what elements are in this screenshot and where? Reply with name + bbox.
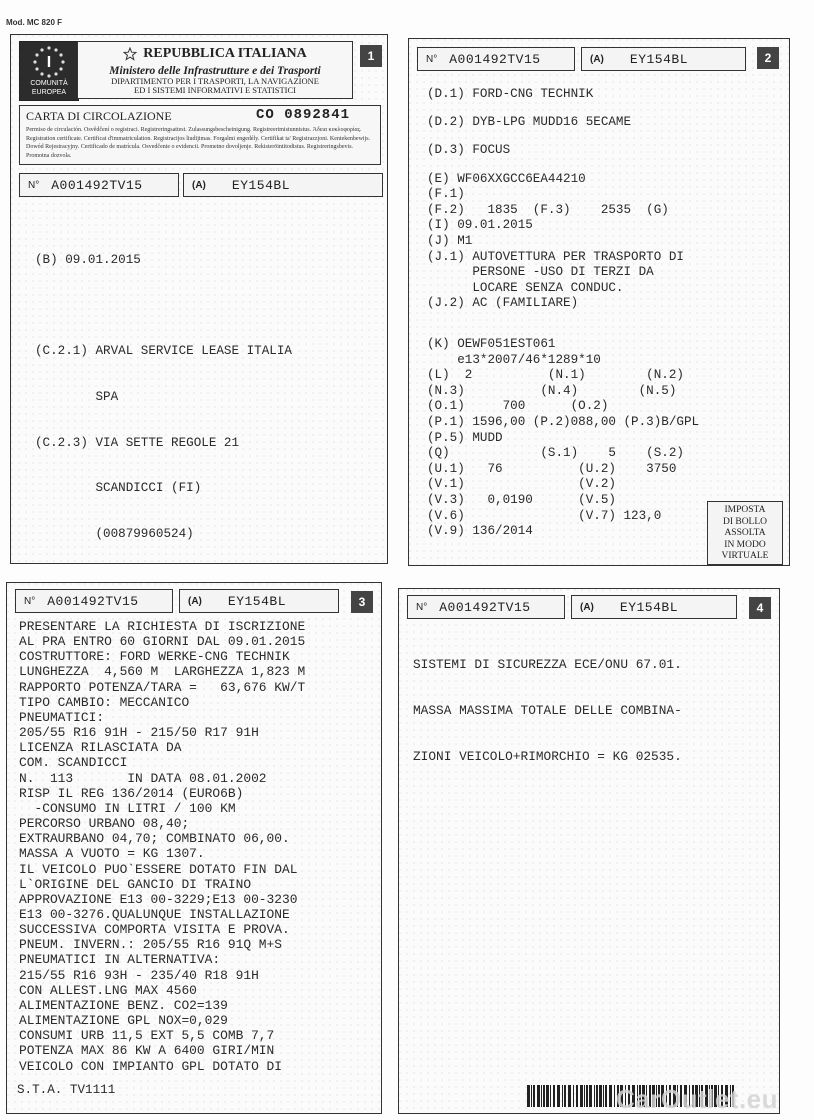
stamp-line: ASSOLTA bbox=[724, 528, 766, 538]
panel-3-line: TIPO CAMBIO: MECCANICO bbox=[19, 694, 190, 710]
panel-1-line: SPA bbox=[35, 390, 119, 405]
barcode-bar bbox=[537, 1085, 540, 1107]
panel-3-line: L`ORIGINE DEL GANCIO DI TRAINO bbox=[19, 876, 252, 892]
panel-1 bbox=[10, 34, 388, 564]
barcode-bar bbox=[568, 1085, 571, 1107]
tax-stamp bbox=[707, 501, 783, 565]
barcode-bar bbox=[533, 1085, 535, 1107]
barcode-bar bbox=[586, 1085, 588, 1107]
barcode-bar bbox=[527, 1085, 530, 1107]
barcode-bar bbox=[531, 1085, 532, 1107]
barcode-bar bbox=[609, 1085, 612, 1107]
panel-2-content bbox=[427, 87, 699, 540]
panel-3-line: SUCCESSIVA COMPORTA VISITA E PROVA. bbox=[19, 922, 290, 938]
panel-3-line: E13 00-3276.QUALUNQUE INSTALLAZIONE bbox=[19, 906, 290, 922]
panel-4-content bbox=[413, 627, 682, 794]
panel-4-badge: 4 bbox=[749, 597, 771, 619]
panel-2-line: (V.1) (V.2) bbox=[427, 477, 616, 492]
panel-2-line: (V.9) 136/2014 bbox=[427, 524, 533, 539]
barcode-bar bbox=[564, 1085, 566, 1107]
panel-2-line: (D.3) FOCUS bbox=[427, 143, 511, 158]
plate-number: EY154BL bbox=[227, 593, 286, 609]
multilang-text: Permiso de circulación. Osvědčení o registraci. Registreringsattest. Zulassungsbescheinigung. Registreerimistunnistus. Άδεια κυκλοφορίας. Registration certificate. Certificat d'immatriculation. Registracijos liudijimas. Forgalmi engedély. Certifikat ta' Registrazzjoni. Kentekenbewijs. Dowód Rejestracyjny. Certificado de matrícula. Osvedčenie o evidencii. Prometno dovoljenje. Rekisteröintitodistus. Registreringsbevis. Promotna dozvola. bbox=[26, 127, 371, 159]
barcode-bar bbox=[576, 1085, 578, 1107]
panel-3-line: PNEUMATICI: bbox=[19, 709, 105, 725]
barcode-bar bbox=[553, 1085, 555, 1107]
panel-1-line: (C.2.1) ARVAL SERVICE LEASE ITALIA bbox=[35, 344, 292, 359]
panel-3-line: 215/55 R16 93H - 235/40 R18 91H bbox=[19, 967, 259, 983]
panel-3-line: RISP IL REG 136/2014 (EURO6B) bbox=[19, 785, 244, 801]
panel-3-line: PERCORSO URBANO 08,40; bbox=[19, 816, 190, 832]
emblem-icon bbox=[123, 47, 137, 61]
doc-number: A001492TV15 bbox=[449, 51, 541, 67]
panel-2-line: (V.6) (V.7) 123,0 bbox=[427, 508, 662, 523]
panel-2-line bbox=[427, 103, 699, 116]
plate-label: (A) bbox=[590, 53, 604, 65]
doc-number-box bbox=[407, 595, 565, 619]
panel-1-line: (00879960524) bbox=[35, 526, 194, 541]
panel-3-line: APPROVAZIONE E13 00-3229;E13 00-3230 bbox=[19, 891, 298, 907]
barcode-bar bbox=[614, 1085, 615, 1107]
doc-number: A001492TV15 bbox=[51, 177, 143, 193]
panel-1-line: (C.2.3) VIA SETTE REGOLE 21 bbox=[35, 435, 240, 450]
panel-3-line: N. 113 IN DATA 08.01.2002 bbox=[19, 770, 267, 786]
panel-3-line: VEICOLO CON IMPIANTO GPL DOTATO DI bbox=[19, 1058, 283, 1074]
panel-3-line: -CONSUMO IN LITRI / 100 KM bbox=[19, 800, 236, 816]
panel-3-line: 205/55 R16 91H - 215/50 R17 91H bbox=[19, 725, 259, 741]
barcode-bar bbox=[550, 1085, 551, 1107]
panel-2-line bbox=[427, 312, 699, 325]
number-prefix: N° bbox=[416, 601, 428, 613]
barcode-bar bbox=[594, 1085, 595, 1107]
panel-3-line: ALIMENTAZIONE BENZ. CO2=139 bbox=[19, 997, 228, 1013]
eu-emblem bbox=[19, 41, 79, 101]
panel-2-line: (L) 2 (N.1) (N.2) bbox=[427, 368, 684, 383]
barcode-bar bbox=[573, 1085, 574, 1107]
panel-2-badge: 2 bbox=[757, 47, 779, 69]
panel-3-line: PRESENTARE LA RICHIESTA DI ISCRIZIONE bbox=[19, 619, 306, 634]
barcode-bar bbox=[584, 1085, 585, 1107]
plate-number: EY154BL bbox=[629, 51, 688, 67]
card-title: CARTA DI CIRCOLAZIONE bbox=[26, 109, 172, 123]
panel-2-line: (N.3) (N.4) (N.5) bbox=[427, 383, 677, 398]
panel-1-line: SCANDICCI (FI) bbox=[35, 481, 202, 496]
panel-2-line bbox=[427, 325, 699, 338]
plate-box bbox=[581, 47, 746, 71]
panel-2-line: (P.1) 1596,00 (P.2)088,00 (P.3)B/GPL bbox=[427, 415, 700, 430]
plate-number: EY154BL bbox=[231, 177, 290, 193]
panel-2-line bbox=[427, 159, 699, 172]
panel-2-line: (F.2) 1835 (F.3) 2535 (G) bbox=[427, 202, 669, 217]
plate-label: (A) bbox=[188, 595, 202, 607]
doc-number-box bbox=[19, 173, 179, 197]
plate-number: EY154BL bbox=[619, 599, 678, 615]
republic-title: REPUBBLICA ITALIANA bbox=[143, 46, 307, 61]
card-title-box bbox=[19, 105, 381, 165]
eu-line1: COMUNITÀ bbox=[30, 80, 68, 87]
panel-3-line: IL VEICOLO PUO`ESSERE DOTATO FIN DAL bbox=[19, 861, 298, 877]
panel-1-line bbox=[35, 299, 292, 314]
panel-3-line: COSTRUTTORE: FORD WERKE-CNG TECHNIK bbox=[19, 649, 290, 665]
barcode-bar bbox=[599, 1085, 602, 1107]
eu-country-letter: I bbox=[46, 54, 52, 71]
panel-3-line: ALIMENTAZIONE GPL NOX=0,029 bbox=[19, 1013, 228, 1029]
panel-2-line: (K) OEWF051EST061 bbox=[427, 337, 556, 352]
panel-3-line: PNEUM. INVERN.: 205/55 R16 91Q M+S bbox=[19, 937, 283, 953]
doc-number-box bbox=[417, 47, 575, 71]
panel-2-line: (E) WF06XXGCC6EA44210 bbox=[427, 171, 586, 186]
number-prefix: N° bbox=[24, 595, 36, 607]
panel-2-line: (J) M1 bbox=[427, 233, 473, 248]
panel-4-line: SISTEMI DI SICUREZZA ECE/ONU 67.01. bbox=[413, 657, 682, 673]
panel-3-line: PNEUMATICI IN ALTERNATIVA: bbox=[19, 952, 221, 968]
panel-2-line: LOCARE SENZA CONDUC. bbox=[427, 280, 624, 295]
panel-2 bbox=[408, 38, 790, 566]
barcode-bar bbox=[546, 1085, 549, 1107]
barcode-bar bbox=[580, 1085, 583, 1107]
panel-2-line: (U.1) 76 (U.2) 3750 bbox=[427, 461, 677, 476]
doc-number: A001492TV15 bbox=[439, 599, 531, 615]
stamp-line: DI BOLLO bbox=[722, 516, 768, 527]
barcode-bar bbox=[605, 1085, 607, 1107]
barcode-bar bbox=[603, 1085, 604, 1107]
panel-2-line: e13*2007/46*1289*10 bbox=[427, 352, 601, 367]
department-line2: ED I SISTEMI INFORMATIVI E STATISTICI bbox=[134, 85, 296, 95]
panel-2-line: (P.5) MUDD bbox=[427, 430, 503, 445]
plate-label: (A) bbox=[192, 179, 206, 191]
panel-2-line: (J.2) AC (FAMILIARE) bbox=[427, 296, 579, 311]
panel-2-line: (V.3) 0,0190 (V.5) bbox=[427, 493, 616, 508]
watermark: CarOutlet.eu bbox=[616, 1084, 779, 1114]
panel-3-line: EXTRAURBANO 04,70; COMBINATO 06,00. bbox=[19, 831, 290, 847]
panel-3-line: MASSA A VUOTO = KG 1307. bbox=[19, 846, 205, 862]
eu-line2: EUROPEA bbox=[31, 89, 67, 96]
panel-2-line: PERSONE -USO DI TERZI DA bbox=[427, 265, 654, 280]
doc-number-box bbox=[15, 589, 173, 613]
plate-box bbox=[183, 173, 383, 197]
panel-2-line: (D.1) FORD-CNG TECHNIK bbox=[427, 87, 594, 101]
barcode-bar bbox=[589, 1085, 592, 1107]
barcode-bar bbox=[562, 1085, 563, 1107]
panel-4 bbox=[398, 588, 780, 1114]
panel-1-badge: 1 bbox=[360, 45, 382, 67]
ministry-header bbox=[77, 41, 353, 99]
panel-4-line: MASSA MASSIMA TOTALE DELLE COMBINA- bbox=[413, 703, 682, 719]
panel-3 bbox=[6, 582, 382, 1114]
panel-4-line: ZIONI VEICOLO+RIMORCHIO = KG 02535. bbox=[413, 748, 682, 764]
panel-3-footer: S.T.A. TV1111 bbox=[17, 1083, 116, 1097]
plate-label: (A) bbox=[580, 601, 594, 613]
barcode-bar bbox=[541, 1085, 542, 1107]
panel-3-line: LICENZA RILASCIATA DA bbox=[19, 740, 182, 756]
panel-2-line: (Q) (S.1) 5 (S.2) bbox=[427, 446, 684, 461]
panel-3-line: POTENZA MAX 86 KW A 6400 GIRI/MIN bbox=[19, 1043, 275, 1059]
ministry-name: Ministero delle Infrastrutture e dei Trasporti bbox=[109, 65, 321, 77]
panel-2-line: (I) 09.01.2015 bbox=[427, 218, 533, 233]
plate-box bbox=[179, 589, 339, 613]
panel-3-content bbox=[19, 619, 305, 1074]
panel-2-line: (D.2) DYB-LPG MUDD16 5ECAME bbox=[427, 115, 632, 130]
panel-3-line: AL PRA ENTRO 60 GIORNI DAL 09.01.2015 bbox=[19, 634, 306, 650]
panel-1-line: (B) 09.01.2015 bbox=[35, 253, 141, 268]
stamp-line: IMPOSTA bbox=[724, 505, 766, 515]
barcode-bar bbox=[557, 1085, 560, 1107]
panel-3-line: LUNGHEZZA 4,560 M LARGHEZZA 1,823 M bbox=[19, 664, 306, 680]
panel-2-line: (O.1) 700 (O.2) bbox=[427, 399, 609, 414]
stamp-line: VIRTUALE bbox=[721, 551, 769, 561]
panel-2-line bbox=[427, 131, 699, 144]
doc-number: A001492TV15 bbox=[47, 593, 139, 609]
stamp-line: IN MODO bbox=[724, 539, 766, 550]
department-line1: DIPARTIMENTO PER I TRASPORTI, LA NAVIGAZIONE bbox=[111, 76, 319, 86]
card-number: CO 0892841 bbox=[256, 107, 351, 123]
panel-3-line: COM. SCANDICCI bbox=[19, 755, 128, 771]
panel-3-badge: 3 bbox=[351, 591, 373, 613]
number-prefix: N° bbox=[426, 53, 438, 65]
panel-3-line: RAPPORTO POTENZA/TARA = 63,676 KW/T bbox=[19, 679, 306, 695]
barcode-bar bbox=[543, 1085, 545, 1107]
number-prefix: N° bbox=[28, 179, 40, 191]
barcode-bar bbox=[596, 1085, 598, 1107]
panel-1-content bbox=[35, 223, 292, 572]
panel-2-line: (F.1) bbox=[427, 187, 465, 202]
panel-3-line: CONSUMI URB 11,5 EXT 5,5 COMB 7,7 bbox=[19, 1028, 275, 1044]
model-label: Mod. MC 820 F bbox=[6, 18, 63, 27]
panel-2-line: (J.1) AUTOVETTURA PER TRASPORTO DI bbox=[427, 249, 684, 264]
panel-3-line: CON ALLEST.LNG MAX 4560 bbox=[19, 982, 197, 998]
plate-box bbox=[571, 595, 737, 619]
